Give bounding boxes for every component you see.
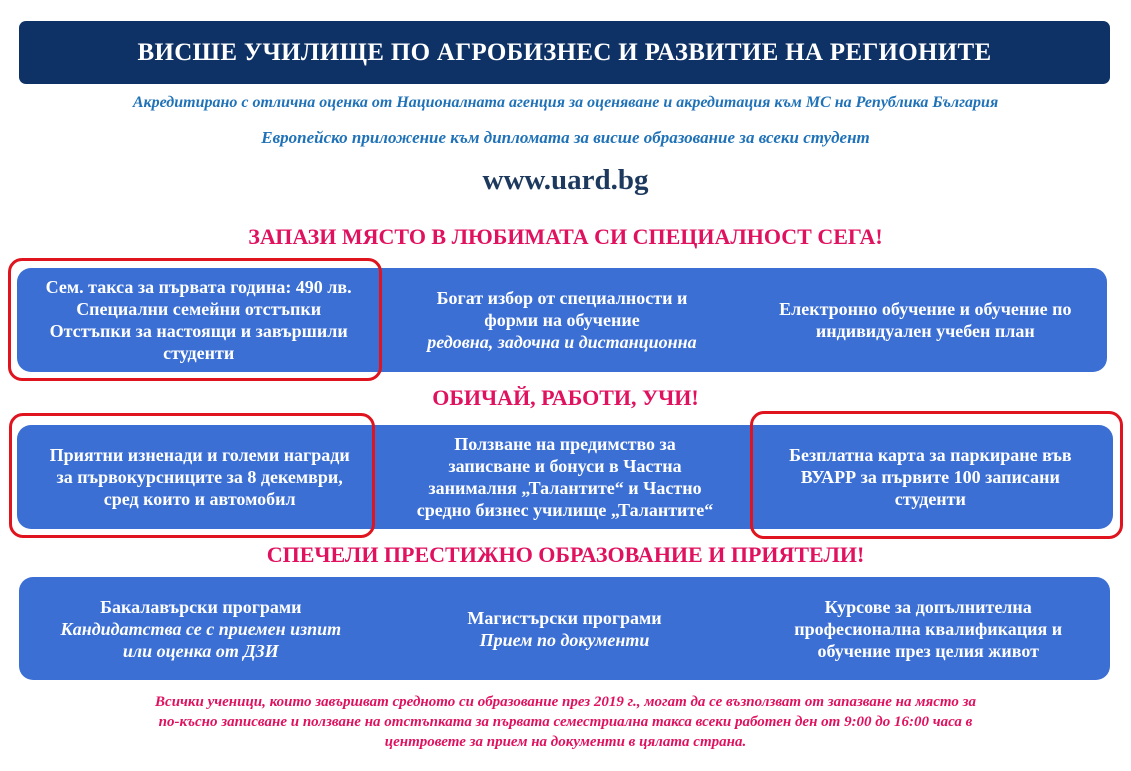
- programs-row: [19, 577, 1110, 680]
- footer-line: по-късно записване и ползване на отстъпката за първата семестриална такса всеки работен ден от 9:00 до 16:00 часа в: [158, 714, 973, 730]
- benefit-line: средно бизнес училище „Талантите“: [416, 500, 714, 520]
- diploma-line: Европейско приложение към дипломата за висше образование за всеки студент: [261, 128, 870, 147]
- benefit-line: ВУАРР за първите 100 записани: [800, 467, 1060, 487]
- benefit-fees: [17, 268, 380, 372]
- accreditation-line: Акредитирано с отлична оценка от Националната агенция за оценяване и акредитация към МС на Република България: [132, 94, 999, 111]
- section-title-reserve: ЗАПАЗИ МЯСТО В ЛЮБИМАТА СИ СПЕЦИАЛНОСТ СЕГА!: [248, 224, 883, 249]
- benefit-prizes: [17, 425, 382, 529]
- benefit-line: сред които и автомобил: [103, 489, 296, 509]
- benefit-parking: [748, 425, 1113, 529]
- institution-title: ВИСШЕ УЧИЛИЩЕ ПО АГРОБИЗНЕС И РАЗВИТИЕ НА РЕГИОНИТЕ: [137, 38, 992, 66]
- benefit-line: занималня „Талантите“ и Частно: [428, 478, 702, 498]
- benefit-line: Сем. такса за първата година: 490 лв.: [45, 277, 352, 297]
- benefit-line: Електронно обучение и обучение по: [779, 299, 1072, 319]
- benefit-line: за първокурсниците за 8 декември,: [56, 467, 343, 487]
- program-line: професионална квалификация и: [794, 618, 1063, 639]
- benefit-line-italic: редовна, задочна и дистанционна: [427, 332, 697, 352]
- header-banner: [19, 21, 1110, 84]
- program-line-italic: Прием по документи: [479, 629, 650, 650]
- benefit-specialties: [380, 268, 743, 372]
- program-heading: Магистърски програми: [467, 607, 662, 628]
- program-line: Курсове за допълнителна: [824, 596, 1032, 617]
- benefit-line: Приятни изненади и големи награди: [49, 445, 350, 465]
- benefit-elearning: [744, 268, 1107, 372]
- benefit-line: Специални семейни отстъпки: [76, 299, 322, 319]
- footer-line: Всички ученици, които завършват средното си образование през 2019 г., могат да се възползват от запазване на място за: [155, 694, 976, 710]
- benefit-line: Ползване на предимство за: [454, 434, 676, 454]
- benefit-line: форми на обучение: [484, 310, 640, 330]
- benefits-row-1: [17, 268, 1107, 372]
- section-title-love-work-study: ОБИЧАЙ, РАБОТИ, УЧИ!: [432, 385, 699, 410]
- benefit-line: индивидуален учебен план: [815, 321, 1035, 341]
- program-line-italic: Кандидатства се с приемен изпит: [60, 618, 342, 639]
- benefit-line: Богат избор от специалности и: [436, 288, 688, 308]
- benefit-line: Отстъпки за настоящи и завършили: [49, 321, 348, 341]
- benefit-line: студенти: [163, 343, 235, 363]
- program-line-italic: или оценка от ДЗИ: [122, 640, 279, 661]
- program-master: [383, 577, 747, 680]
- program-courses: [746, 577, 1110, 680]
- footer-line: центровете за прием на документи в цялата страна.: [384, 734, 747, 750]
- website-link[interactable]: www.uard.bg: [482, 164, 649, 196]
- benefit-talents: [382, 425, 747, 529]
- program-bachelor: [19, 577, 383, 680]
- benefit-line: студенти: [894, 489, 966, 509]
- benefit-line: Безплатна карта за паркиране във: [789, 445, 1072, 465]
- program-line: обучение през целия живот: [817, 640, 1039, 661]
- section-title-prestige: СПЕЧЕЛИ ПРЕСТИЖНО ОБРАЗОВАНИЕ И ПРИЯТЕЛИ!: [266, 542, 865, 567]
- benefits-row-2: [17, 425, 1113, 529]
- benefit-line: записване и бонуси в Частна: [448, 456, 682, 476]
- program-heading: Бакалавърски програми: [100, 596, 302, 617]
- footer-note: [30, 692, 1101, 752]
